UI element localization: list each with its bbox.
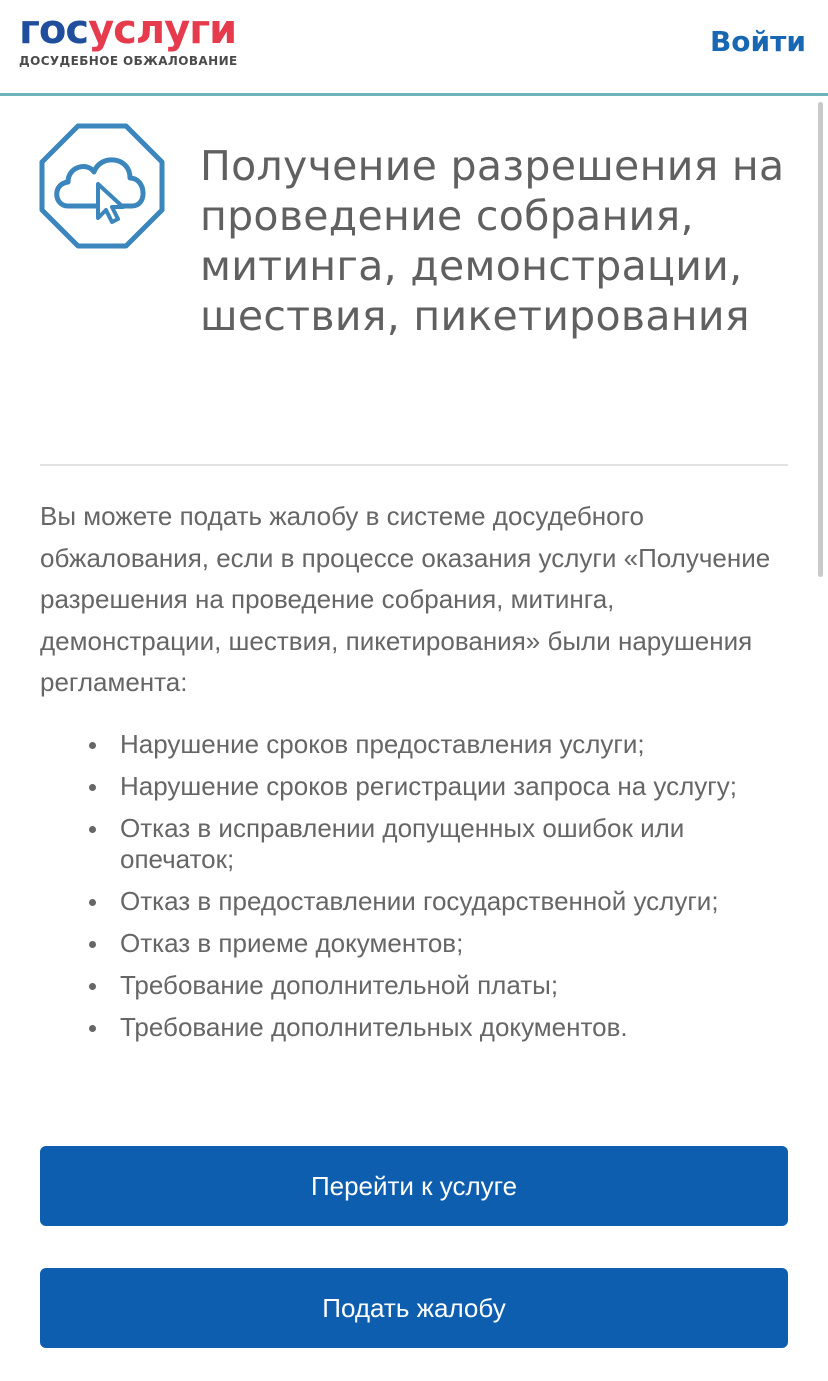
violation-text: Отказ в исправлении допущенных ошибок или опечаток; (120, 813, 685, 874)
list-item (120, 771, 800, 802)
logo-subtitle: ДОСУДЕБНОЕ ОБЖАЛОВАНИЕ (19, 54, 238, 68)
list-item (120, 970, 800, 1001)
violation-text: Нарушение сроков регистрации запроса на услугу; (120, 771, 737, 801)
service-title: Получение разрешения на проведение собрания, митинга, демонстрации, шествия, пикетирования (200, 142, 785, 340)
violations-list (120, 729, 800, 1054)
list-item (120, 1012, 800, 1043)
list-item (120, 886, 800, 917)
violation-text: Отказ в предоставлении государственной услуги; (120, 886, 719, 916)
violation-text: Требование дополнительной платы; (120, 970, 559, 1000)
violation-text: Требование дополнительных документов. (120, 1012, 628, 1042)
file-complaint-button[interactable]: Подать жалобу (40, 1268, 788, 1348)
list-item (120, 813, 800, 875)
bullet-icon (89, 742, 96, 749)
bullet-icon (89, 941, 96, 948)
violation-text: Нарушение сроков предоставления услуги; (120, 729, 645, 759)
login-link[interactable]: Войти (709, 25, 806, 58)
section-divider (40, 464, 788, 466)
bullet-icon (89, 784, 96, 791)
gosuslugi-logo[interactable] (19, 8, 238, 68)
bullet-icon (89, 1025, 96, 1032)
list-item (120, 928, 800, 959)
complaint-intro-text: Вы можете подать жалобу в системе досудебного обжалования, если в процессе оказания услуги «Получение разрешения на проведение собрания, митинга, демонстрации, шествия, пикетирования» были нарушения регламента: (40, 501, 771, 697)
violation-text: Отказ в приеме документов; (120, 928, 464, 958)
cloud-cursor-icon (38, 122, 166, 250)
logo-gos: гос (19, 7, 89, 53)
bullet-icon (89, 983, 96, 990)
list-item (120, 729, 800, 760)
bullet-icon (89, 826, 96, 833)
go-to-service-button[interactable]: Перейти к услуге (40, 1146, 788, 1226)
app-header (0, 0, 828, 96)
logo-wordmark (19, 8, 238, 52)
bullet-icon (89, 899, 96, 906)
logo-uslugi: услуги (88, 7, 237, 53)
page-scrollbar[interactable] (818, 102, 823, 577)
